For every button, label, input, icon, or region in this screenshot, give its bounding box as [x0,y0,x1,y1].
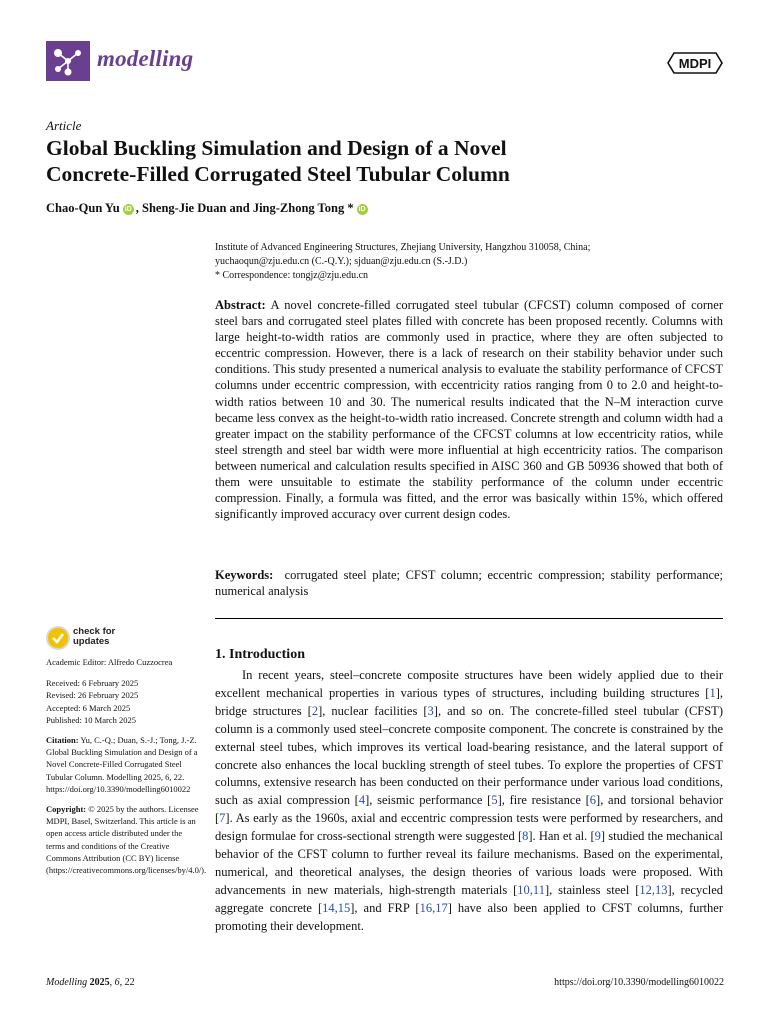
date-received: Received: 6 February 2025 [46,678,139,689]
citation-block [46,734,202,795]
check-updates-label [73,627,115,647]
citation-reference-link[interactable]: 1 [709,685,716,700]
corresponding-mark: * [347,201,354,215]
citation-reference-link[interactable]: 2 [311,703,319,718]
journal-name: modelling [97,46,194,71]
footer-volume: 6 [114,977,120,988]
author-list [46,201,370,216]
footer-doi-link[interactable]: https://doi.org/10.3390/modelling6010022 [554,977,724,988]
author-separator: and [226,201,253,215]
section-heading: 1. Introduction [215,647,305,662]
footer-article-number: 22 [124,977,135,988]
paragraph-text: ], and so on. The concrete-filled steel tubular (CFST) column is a commonly used steel–concrete composite component. The concrete is constrained by the external steel tubes, which improves its vertical load-bearing resistance, and the lateral support of concrete also enhances the local buckling strength of steel tubes. To explore the properties of CFST columns, extensive research has been conducted on their performance under various load conditions, such as axial compression [ [215,703,723,808]
paragraph-text: ] have also been applied to CFST columns, further promoting their development. [215,900,723,933]
paragraph-text: ]. As early as the 1960s, axial and eccentric compression tests were performed by researchers, and design formulae for cross-sectional strength were suggested [ [215,811,723,844]
citation-label: Citation: [46,735,79,746]
check-updates-line: check for [73,626,116,637]
title-line: Global Buckling Simulation and Design of a Novel [46,136,507,160]
abstract [215,297,723,522]
citation-reference-link[interactable]: 3 [427,703,434,718]
paragraph-text: ], fire resistance [ [497,793,590,808]
article-info-sidebar [46,656,207,884]
copyright-block [46,803,207,876]
paragraph-text: ], and torsional behavior [ [215,793,724,826]
publication-dates [46,677,202,726]
paragraph-text: ], bridge structures [ [215,685,723,718]
copyright-text[interactable]: © 2025 by the authors. Licensee MDPI, Basel, Switzerland. This article is an open access article distributed under the terms and conditions of the Creative Commons Attribution (CC BY) license (https://creativecommons.org/licenses/by/4.0/). [46,804,207,876]
journal-logo-icon [46,41,90,81]
citation-reference-link[interactable]: 12,13 [639,882,668,897]
correspondence-line[interactable]: * Correspondence: tongjz@zju.edu.cn [215,270,369,281]
orcid-icon[interactable]: iD [124,206,132,213]
title-line: Concrete-Filled Corrugated Steel Tubular Column [46,162,510,186]
keywords-label: Keywords: [215,568,274,582]
abstract-label: Abstract: [215,298,266,312]
footer-journal: Modelling [46,977,88,988]
date-published: Published: 10 March 2025 [46,714,136,725]
abstract-text: A novel concrete-filled corrugated steel tubular (CFCST) column composed of corner steel bars and corrugated steel plates filled with concrete has been proposed recently. Columns with large height-to-width ratios are commonly used in practice, where they are often subjected to eccentric compression. However, there is a lack of research on their stability behavior under such conditions. This study presented a numerical analysis to evaluate the stability performance of CFCST columns under eccentric compression, with eccentricity ratios ranging from 0 to 2.0 and height-to-width ratios between 10 and 30. The numerical results indicated that the N–M interaction curve became less convex as the height-to-width ratio increased. Concrete strength and column width had a greater impact on the stability performance of the CFCST columns at low eccentricity ratios, while steel strength and steel bar width were more influential at high eccentricity ratios. The comparison between numerical and calculation results specified in AISC 360 and GB 50936 showed that both of them were unsuitable to estimate the stability performance of the column under eccentric compression. Finally, a formula was fitted, and the error was basically within 15%, which offered significantly improved accuracy over current design codes. [215,298,723,522]
affiliation-line: Institute of Advanced Engineering Structures, Zhejiang University, Hangzhou 310058, China; [215,242,591,253]
paragraph-text: ], seismic performance [ [365,793,492,808]
check-updates-line: updates [73,636,110,647]
footer-citation: Modelling 2025, 6, 22 [46,977,135,988]
citation-reference-link[interactable]: 10,11 [517,882,545,897]
citation-reference-link[interactable]: 4 [358,793,366,808]
paragraph-text: ]. Han et al. [ [528,829,595,844]
paragraph-text: ] studied the mechanical behavior of the CFST column to further reveal its failure mechanisms. Based on the experimental, numerical, and theoretical analyses, the design theories of various loads were proposed. With advancements in new materials, high-strength materials [ [215,829,723,897]
affiliation-emails[interactable]: yuchaoqun@zju.edu.cn (C.-Q.Y.); sjduan@zju.edu.cn (S.-J.D.) [215,256,468,267]
orcid-icon[interactable]: iD [358,206,366,213]
affiliation-block [215,241,725,283]
paragraph-text: ], recycled aggregate concrete [ [215,882,724,915]
citation-reference-link[interactable]: 7 [219,811,226,826]
date-accepted: Accepted: 6 March 2025 [46,702,131,713]
check-for-updates-button[interactable] [46,626,166,652]
author-name[interactable]: Sheng-Jie Duan [142,201,227,215]
paragraph-text: In recent years, steel–concrete composite structures have been widely applied due to their excellent mechanical properties in various types of structures, including building structures [ [215,668,723,700]
footer-year: 2025 [89,977,110,988]
citation-reference-link[interactable]: 14,15 [322,900,351,915]
article-title [46,135,726,187]
section-divider [215,618,723,619]
publisher-logo [666,50,724,76]
academic-editor: Academic Editor: Alfredo Cuzzocrea [46,657,173,667]
paragraph-text: ], nuclear facilities [ [318,703,428,718]
author-separator: , [135,201,143,215]
paragraph-text: ], and FRP [ [350,900,420,915]
copyright-label: Copyright: [46,804,87,815]
introduction-paragraph [215,667,723,936]
publisher-name: MDPI [678,56,712,71]
keywords [215,567,723,599]
check-updates-icon [46,626,70,650]
citation-reference-link[interactable]: 16,17 [419,900,448,915]
paragraph-text: ], stainless steel [ [544,882,640,897]
author-name[interactable]: Jing-Zhong Tong [252,201,345,215]
citation-reference-link[interactable]: 6 [589,793,597,808]
author-name[interactable]: Chao-Qun Yu [46,201,120,215]
citation-reference-link[interactable]: 9 [594,829,601,844]
citation-reference-link[interactable]: 5 [491,793,498,808]
date-revised: Revised: 26 February 2025 [46,690,139,701]
citation-text[interactable]: Yu, C.-Q.; Duan, S.-J.; Tong, J.-Z. Global Buckling Simulation and Design of a Novel Concrete-Filled Corrugated Steel Tubular Column. Modelling 2025, 6, 22. https://doi.org/10.3390/modelling6010022 [46,735,198,794]
keywords-text: corrugated steel plate; CFST column; eccentric compression; stability performance; numerical analysis [215,568,724,599]
citation-reference-link[interactable]: 8 [522,829,529,844]
article-type-label: Article [46,118,82,133]
